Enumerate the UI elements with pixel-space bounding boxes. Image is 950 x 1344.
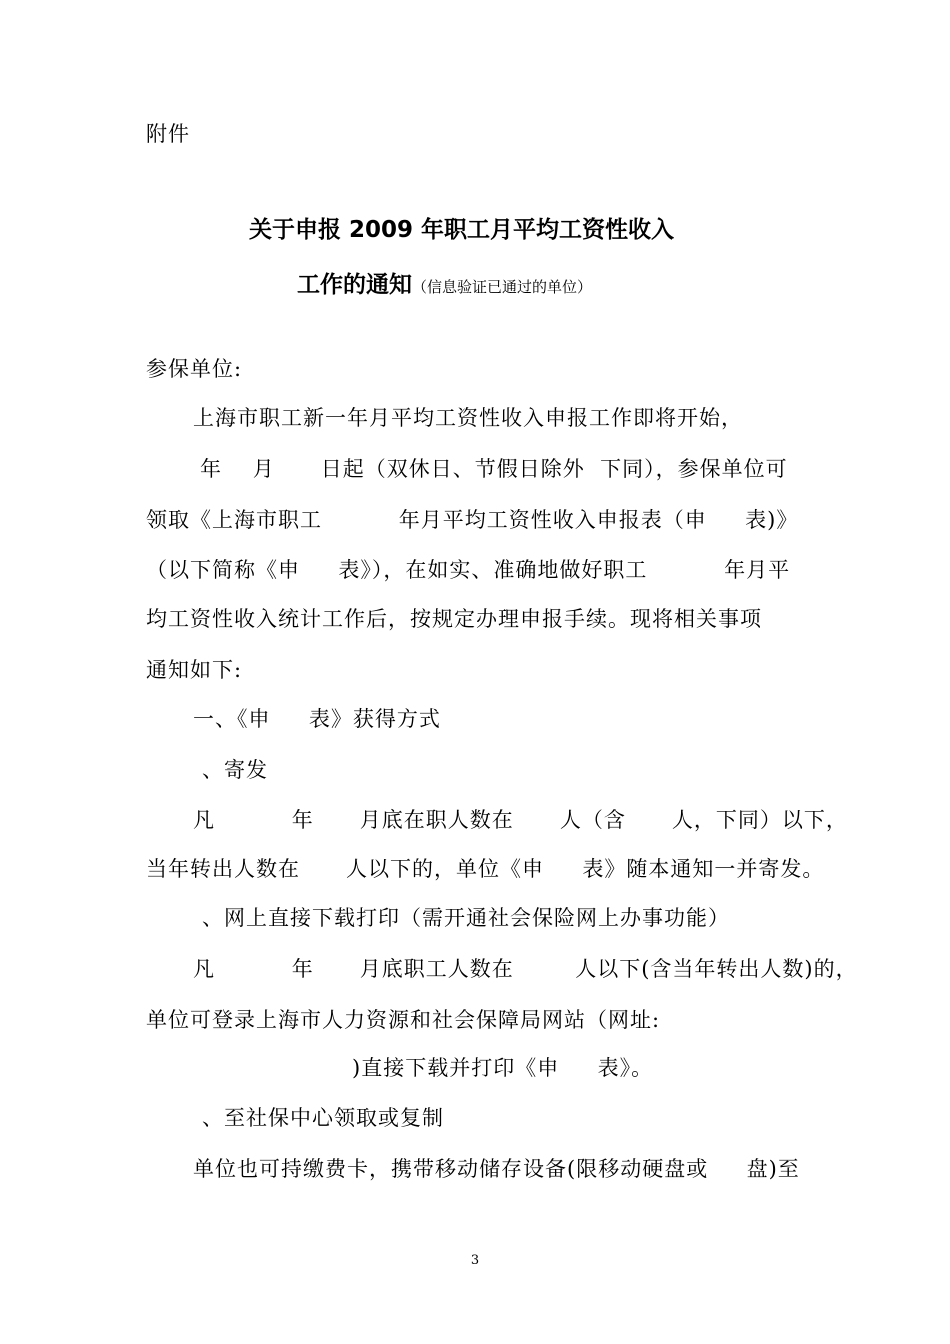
paragraph-line: 上海市职工新一年月平均工资性收入申报工作即将开始， <box>193 406 743 430</box>
item3-heading: 、至社保中心领取或复制 <box>202 1106 444 1130</box>
item2-line: 凡 年 月底职工人数在 人以下(含当年转出人数)的， <box>193 957 858 981</box>
item3-line: 单位也可持缴费卡，携带移动储存设备(限移动硬盘或 盘)至 <box>193 1157 800 1181</box>
item1-line: 凡 年 月底在职人数在 人（含 人，下同）以下， <box>193 808 848 832</box>
item1-heading: 、寄发 <box>202 758 268 782</box>
document-title-line2 <box>297 270 592 302</box>
item2-heading: 、网上直接下载打印（需开通社会保险网上办事功能） <box>202 906 730 930</box>
paragraph-line: 领取《上海市职工 年月平均工资性收入申报表（申 表)》 <box>146 508 799 532</box>
salutation: 参保单位: <box>146 357 243 381</box>
item1-line: 当年转出人数在 人以下的，单位《申 表》随本通知一并寄发。 <box>146 857 825 881</box>
section1-heading: 一、《申 表》获得方式 <box>193 707 441 731</box>
item2-line: 单位可登录上海市人力资源和社会保障局网站（网址: <box>146 1008 661 1032</box>
attachment-label: 附件 <box>146 122 190 146</box>
title-line2-main: 工作的通知 <box>297 272 412 298</box>
item2-line: )直接下载并打印《申 表》。 <box>352 1056 654 1080</box>
document-title-line1: 关于申报 2009 年职工月平均工资性收入 <box>249 217 675 243</box>
paragraph-line: （以下简称《申 表》），在如实、准确地做好职工 年月平 <box>146 558 791 582</box>
paragraph-line: 通知如下: <box>146 658 243 682</box>
page-number: 3 <box>470 1253 480 1268</box>
paragraph-line: 均工资性收入统计工作后，按规定办理申报手续。现将相关事项 <box>146 607 762 631</box>
title-line2-note: （信息验证已通过的单位） <box>412 278 593 296</box>
paragraph-line: 年 月 日起（双休日、节假日除外 下同），参保单位可 <box>200 457 788 481</box>
